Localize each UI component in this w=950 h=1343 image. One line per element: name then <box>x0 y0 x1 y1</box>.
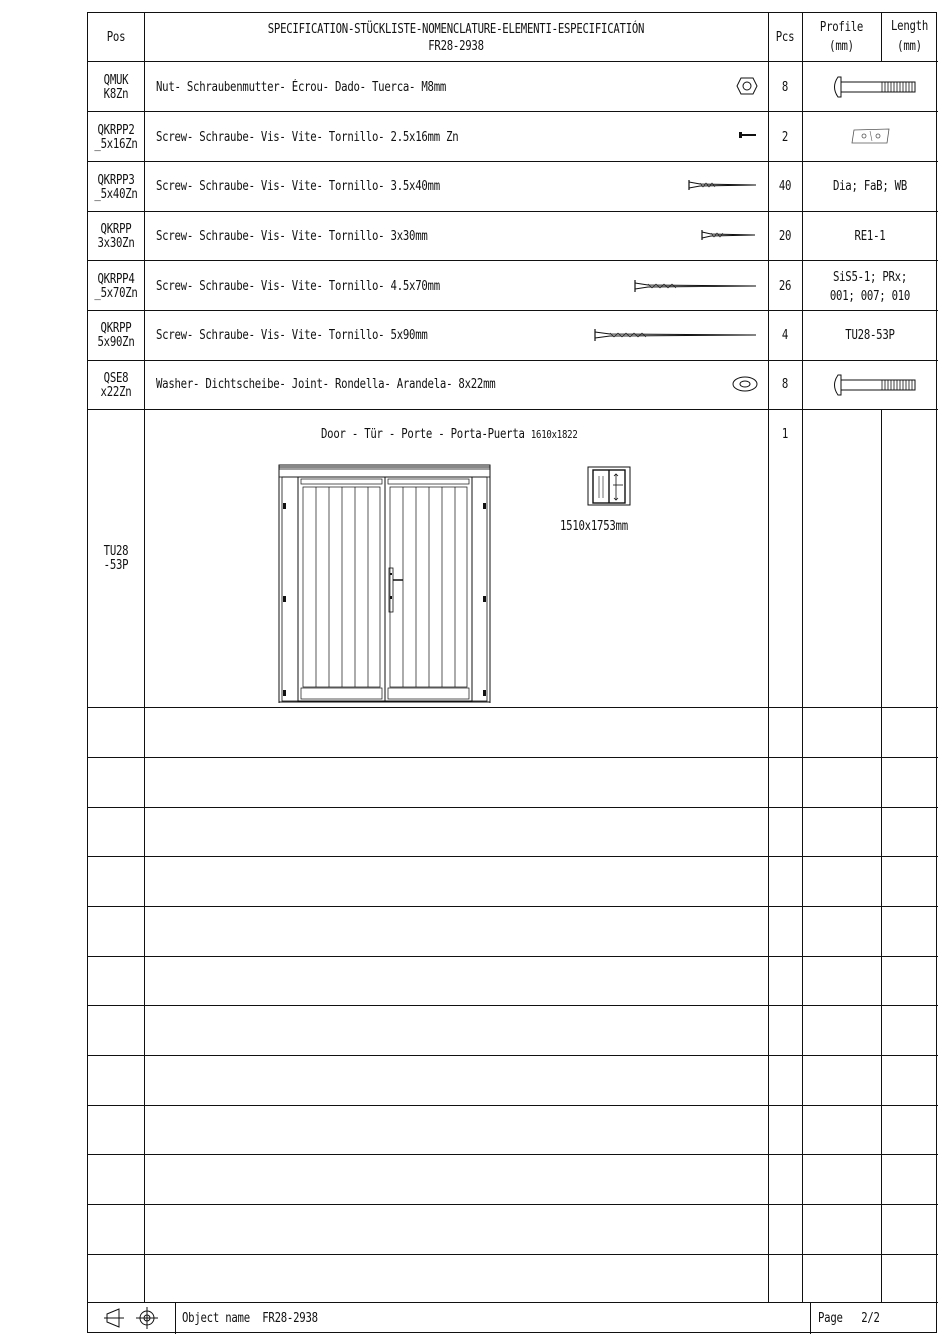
row-pcs: 8 <box>781 377 789 392</box>
row-description: Screw- Schraube- Vis- Vite- Tornillo- 3.5x40mm <box>156 179 440 194</box>
specification-sheet <box>87 12 937 1333</box>
row-profile: RE1-1 <box>854 229 886 244</box>
row-profile: SiS5-1; PRx; 001; 007; 010 <box>829 270 911 304</box>
row-pcs: 2 <box>781 130 789 145</box>
row-pcs: 26 <box>778 279 792 294</box>
screw-icon <box>634 279 758 293</box>
pos-header: Pos <box>106 30 126 45</box>
screw-icon <box>688 179 758 191</box>
row-pcs: 4 <box>781 328 789 343</box>
row-profile: TU28-53P <box>845 328 895 343</box>
row-pos: 5x90Zn <box>97 335 135 350</box>
row-pos: _5x16Zn <box>94 137 138 152</box>
projection-symbol-icon <box>104 1307 158 1329</box>
door-opening-icon <box>587 466 632 506</box>
row-pos: QMUK <box>103 73 129 88</box>
row-pos: _5x40Zn <box>94 187 138 202</box>
row-pos: QKRPP3 <box>97 173 135 188</box>
profile-unit: (mm) <box>829 39 854 54</box>
screw-icon <box>701 229 757 241</box>
door-pcs: 1 <box>781 427 789 442</box>
row-pos: x22Zn <box>100 385 132 400</box>
row-description: Washer- Dichtscheibe- Joint- Rondella- Arandela- 8x22mm <box>156 377 496 392</box>
row-pos: K8Zn <box>103 87 129 102</box>
row-description: Screw- Schraube- Vis- Vite- Tornillo- 5x90mm <box>156 328 428 343</box>
row-description: Screw- Schraube- Vis- Vite- Tornillo- 4.5x70mm <box>156 279 440 294</box>
door-pos: -53P <box>103 558 129 573</box>
page-number: Page 2/2 <box>818 1311 880 1326</box>
row-pcs: 8 <box>781 80 789 95</box>
door-opening-size: 1510x1753mm <box>560 519 628 534</box>
row-profile: Dia; FaB; WB <box>832 179 908 194</box>
row-pos: QKRPP4 <box>97 272 135 287</box>
row-description: Nut- Schraubenmutter- Écrou- Dado- Tuerca- M8mm <box>156 80 447 95</box>
row-description: Screw- Schraube- Vis- Vite- Tornillo- 2.5x16mm Zn <box>156 130 459 145</box>
long-screw-icon <box>594 328 758 342</box>
row-pcs: 20 <box>778 229 792 244</box>
profile-header: Profile <box>819 20 864 35</box>
row-pos: _5x70Zn <box>94 286 138 301</box>
sheet-code: FR28-2938 <box>428 39 484 54</box>
row-pos: 3x30Zn <box>97 236 135 251</box>
pcs-header: Pcs <box>775 30 795 45</box>
short-screw-icon <box>739 131 757 139</box>
length-unit: (mm) <box>897 39 922 54</box>
row-pos: QKRPP <box>100 222 132 237</box>
row-pos: QSE8 <box>103 371 129 386</box>
door-drawing <box>278 465 491 704</box>
bolt-icon <box>830 76 916 98</box>
hinge-plate-icon <box>851 127 891 145</box>
nut-icon <box>736 77 758 95</box>
door-title: Door - Tür - Porte - Porta-Puerta 1610x1822 <box>321 427 578 442</box>
row-pcs: 40 <box>778 179 792 194</box>
row-pos: QKRPP <box>100 321 132 336</box>
door-pos: TU28 <box>103 544 129 559</box>
row-description: Screw- Schraube- Vis- Vite- Tornillo- 3x30mm <box>156 229 428 244</box>
length-header: Length <box>890 19 929 34</box>
sheet-title: SPECIFICATION-STÜCKLISTE-NOMENCLATURE-ELEMENTI-ESPECIFICATIÓN <box>267 22 645 37</box>
object-name: Object name FR28-2938 <box>182 1311 318 1326</box>
bolt-icon <box>830 374 916 396</box>
row-pos: QKRPP2 <box>97 123 135 138</box>
washer-icon <box>732 376 758 392</box>
